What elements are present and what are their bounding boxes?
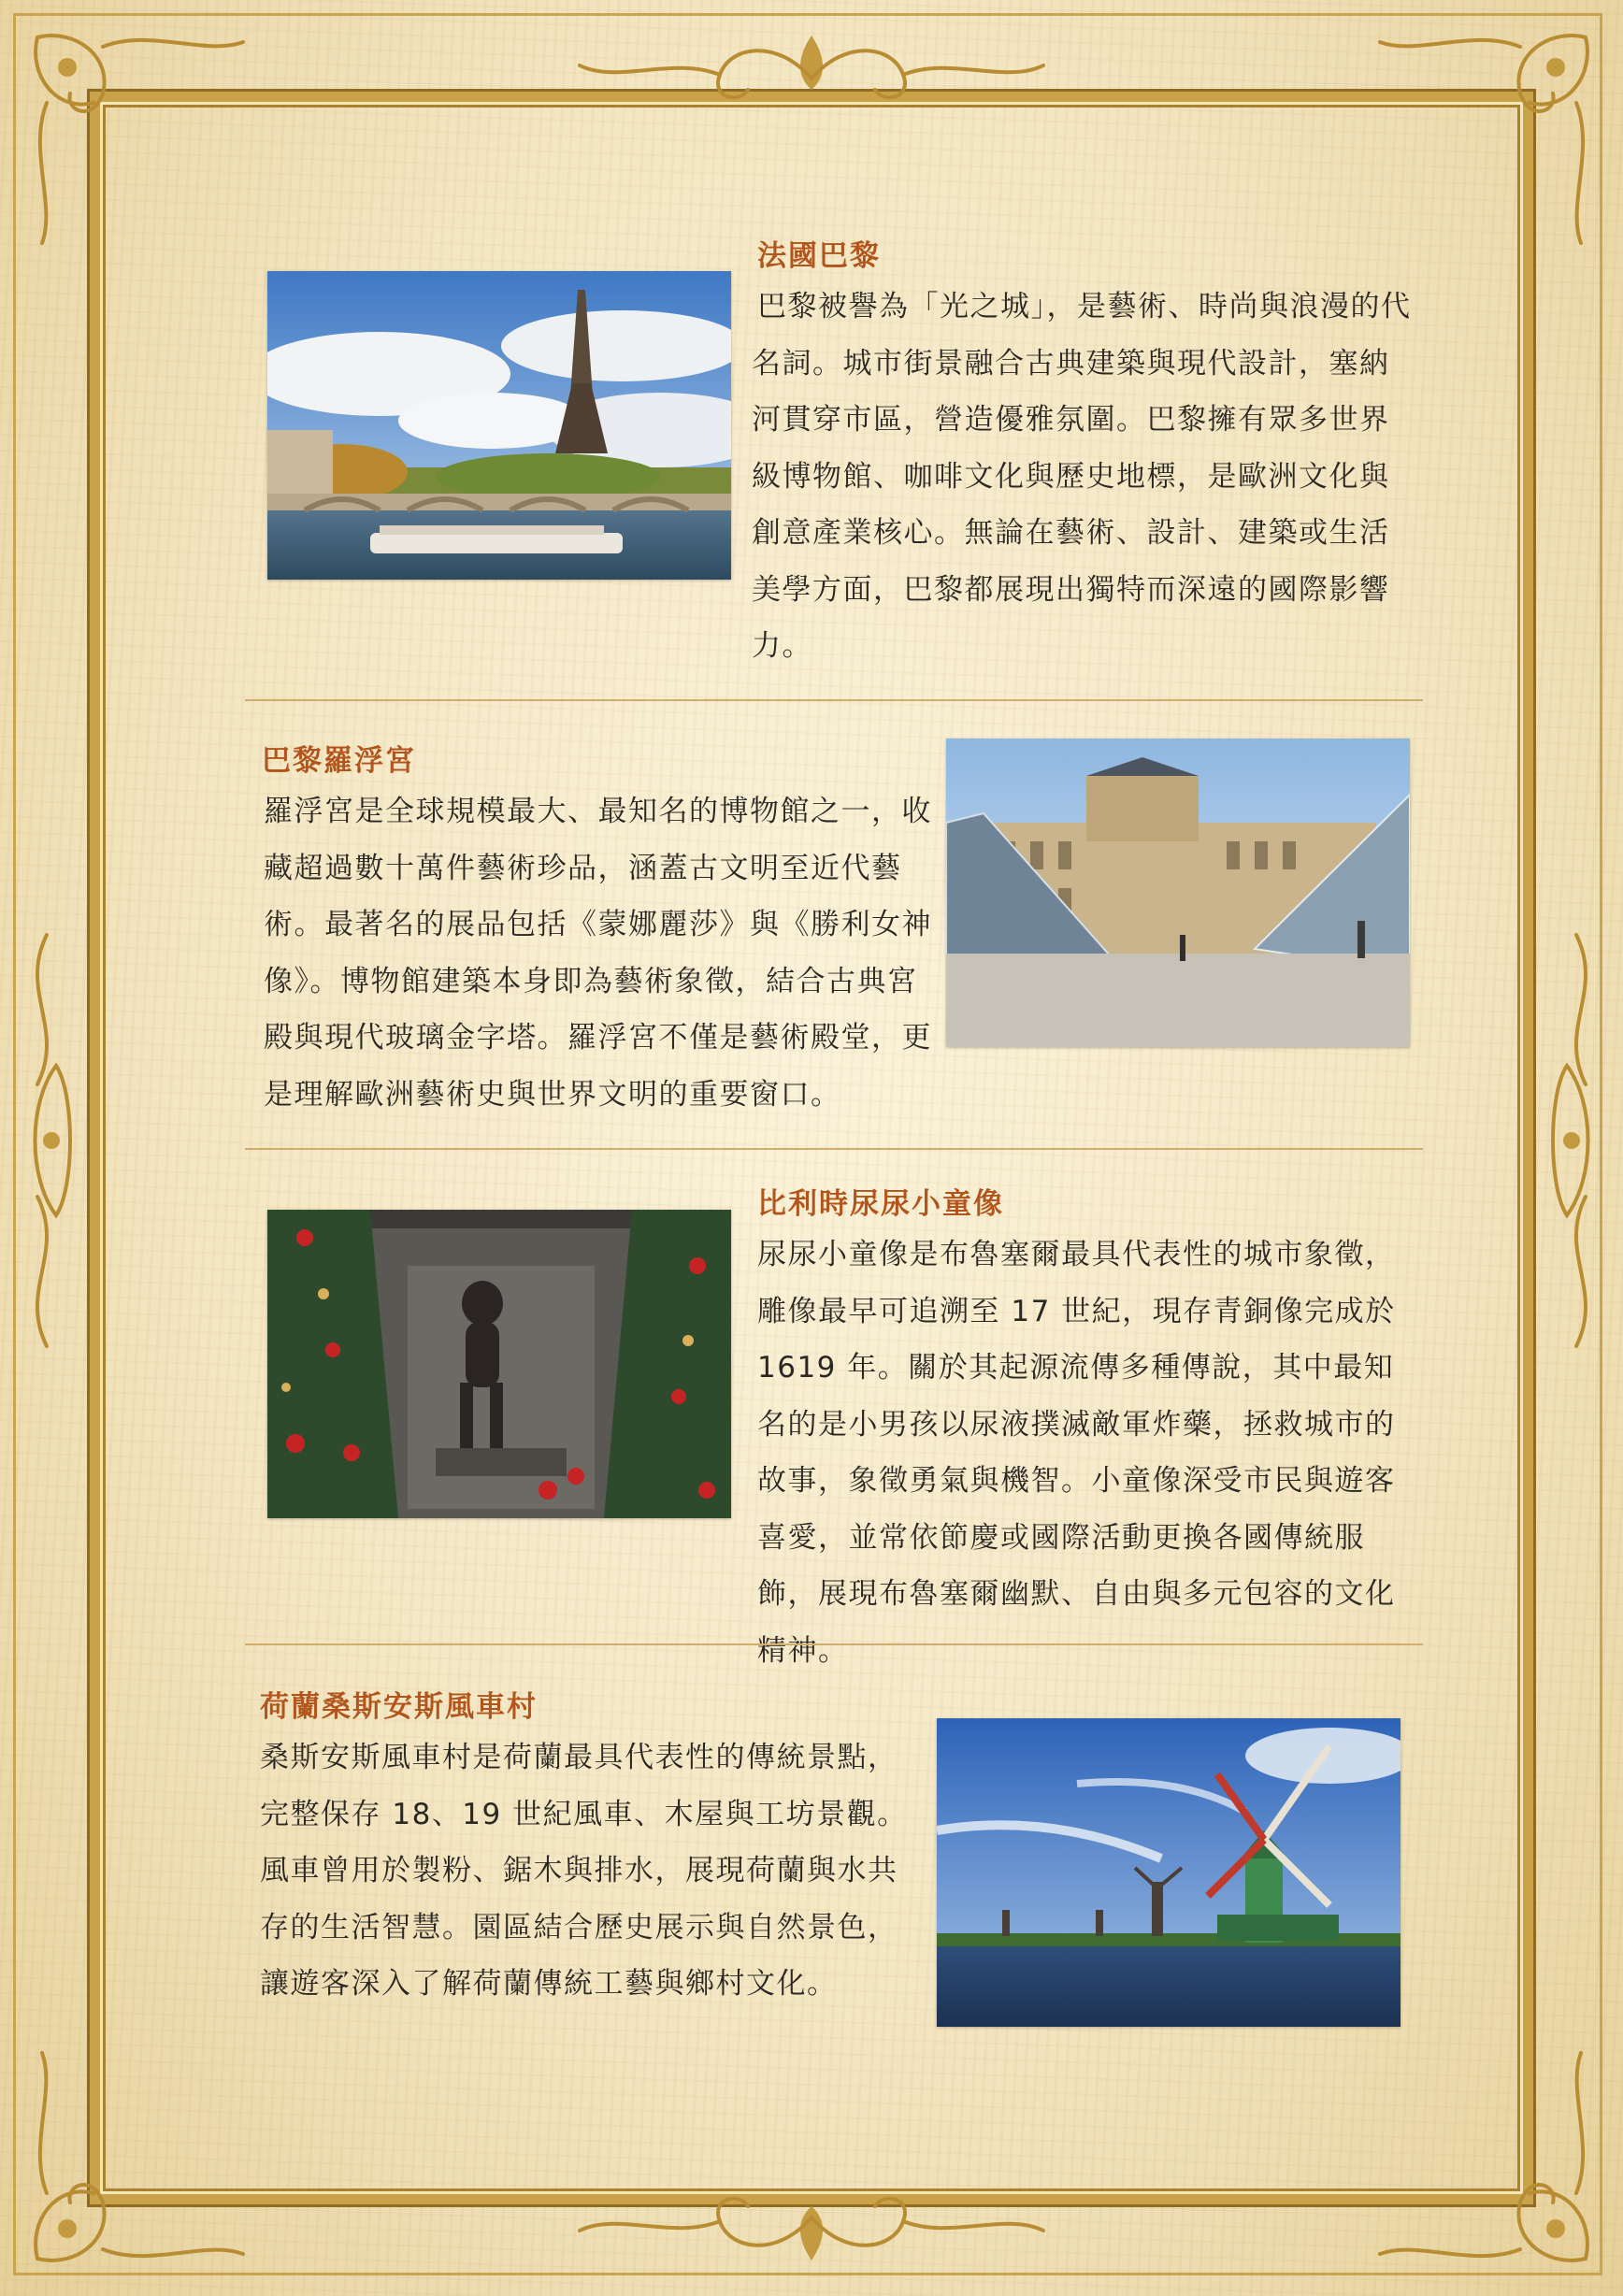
section-4-title: 荷蘭桑斯安斯風車村 xyxy=(260,1690,538,1724)
right-side-ornament xyxy=(1553,935,1588,1346)
section-1-body: 巴黎被譽為「光之城」，是藝術、時尚與浪漫的代名詞。城市街景融合古典建築與現代設計，塞納河貫穿市區，營造優雅氛圍。巴黎擁有眾多世界級博物館、咖啡文化與歷史地標，是歐洲文化與創意產業核心。無論在藝術、設計、建築或生活美學方面，巴黎都展現出獨特而深遠的國際影響力。 xyxy=(752,290,1412,663)
corner-bl-ornament xyxy=(36,2053,243,2260)
section-divider-3 xyxy=(245,1643,1423,1645)
bottom-fleur-ornament xyxy=(580,2199,1043,2260)
manneken-pis-photo xyxy=(267,1210,731,1518)
section-4-body: 桑斯安斯風車村是荷蘭最具代表性的傳統景點，完整保存 18、19 世紀風車、木屋與工坊景觀。風車曾用於製粉、鋸木與排水，展現荷蘭與水共存的生活智慧。園區結合歷史展示與自然景色，讓遊客深入了解荷蘭傳統工藝與鄉村文化。 xyxy=(260,1741,908,2001)
louvre-pyramid-photo xyxy=(946,739,1410,1047)
zaanse-schans-windmill-photo xyxy=(937,1718,1400,2027)
section-divider-1 xyxy=(245,699,1423,701)
section-3-title: 比利時尿尿小童像 xyxy=(757,1187,1004,1221)
section-2-body: 羅浮宮是全球規模最大、最知名的博物館之一，收藏超過數十萬件藝術珍品，涵蓋古文明至近代藝術。最著名的展品包括《蒙娜麗莎》與《勝利女神像》。博物館建築本身即為藝術象徵，結合古典宮殿與現代玻璃金字塔。羅浮宮不僅是藝術殿堂，更是理解歐洲藝術史與世界文明的重要窗口。 xyxy=(264,795,932,1112)
top-fleur-ornament xyxy=(580,36,1043,97)
corner-tr-ornament xyxy=(1380,36,1587,243)
corner-tl-ornament xyxy=(36,36,243,243)
section-divider-2 xyxy=(245,1148,1423,1150)
eiffel-tower-photo xyxy=(267,271,731,580)
corner-br-ornament xyxy=(1380,2053,1587,2260)
section-3-body: 尿尿小童像是布魯塞爾最具代表性的城市象徵，雕像最早可追溯至 17 世紀，現存青銅像完成於 1619 年。關於其起源流傳多種傳說，其中最知名的是小男孩以尿液撲滅敵軍炸藥，拯救城市的故事，象徵勇氣與機智。小童像深受市民與遊客喜愛，並常依節慶或國際活動更換各國傳統服飾，展現布魯塞爾幽默、自由與多元包容的文化精神。 xyxy=(757,1238,1396,1668)
section-2-title: 巴黎羅浮宮 xyxy=(262,744,416,778)
left-side-ornament xyxy=(36,935,71,1346)
section-1-title: 法國巴黎 xyxy=(757,239,881,273)
